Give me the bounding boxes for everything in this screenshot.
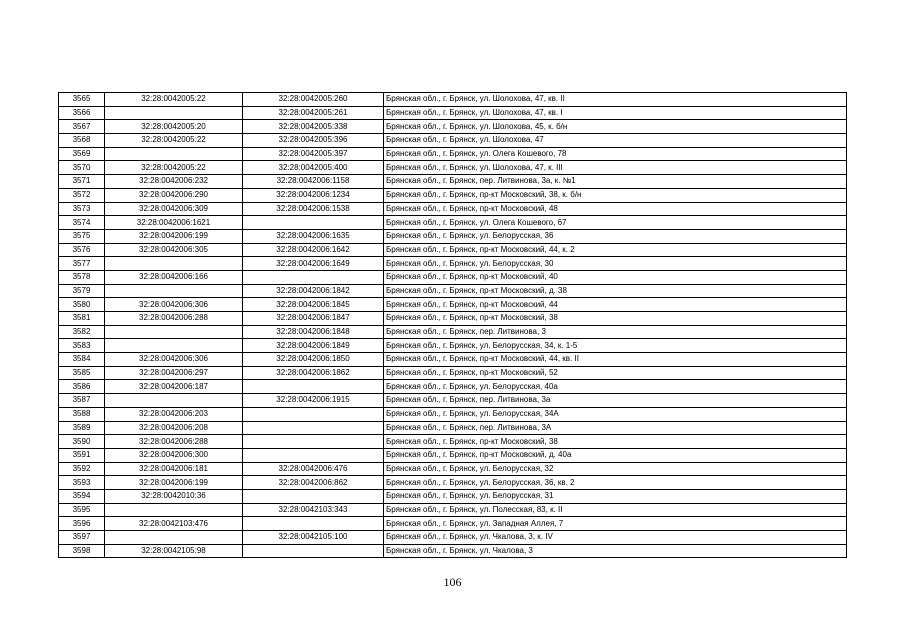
- table-row: [59, 134, 847, 148]
- building-cadastral-number-cell: [243, 489, 384, 503]
- row-number-cell: 3578: [59, 270, 105, 284]
- row-number-cell: 3584: [59, 353, 105, 367]
- address-cell: Брянская обл., г. Брянск, пер. Литвинова, 3А: [384, 421, 847, 435]
- building-cadastral-number-cell: 32:28:0042005:260: [243, 93, 384, 107]
- address-cell: Брянская обл., г. Брянск, пер. Литвинова, 3а: [384, 394, 847, 408]
- building-cadastral-number-cell: 32:28:0042006:1538: [243, 202, 384, 216]
- row-number-cell: 3575: [59, 229, 105, 243]
- address-cell: Брянская обл., г. Брянск, ул. Белорусская, 36: [384, 229, 847, 243]
- building-cadastral-number-cell: 32:28:0042006:1862: [243, 366, 384, 380]
- row-number-cell: 3566: [59, 106, 105, 120]
- row-number-cell: 3587: [59, 394, 105, 408]
- cadastral-table: [58, 92, 847, 558]
- table-row: [59, 188, 847, 202]
- address-cell: Брянская обл., г. Брянск, ул. Полесская, 83, к. II: [384, 503, 847, 517]
- table-row: [59, 421, 847, 435]
- building-cadastral-number-cell: 32:28:0042006:1234: [243, 188, 384, 202]
- land-cadastral-number-cell: 32:28:0042006:208: [105, 421, 243, 435]
- land-cadastral-number-cell: 32:28:0042006:187: [105, 380, 243, 394]
- land-cadastral-number-cell: 32:28:0042005:22: [105, 134, 243, 148]
- building-cadastral-number-cell: [243, 407, 384, 421]
- row-number-cell: 3594: [59, 489, 105, 503]
- address-cell: Брянская обл., г. Брянск, пр-кт Московский, 38: [384, 435, 847, 449]
- address-cell: Брянская обл., г. Брянск, ул. Белорусская, 36, кв. 2: [384, 476, 847, 490]
- table-row: [59, 517, 847, 531]
- building-cadastral-number-cell: 32:28:0042006:1635: [243, 229, 384, 243]
- table-row: [59, 489, 847, 503]
- land-cadastral-number-cell: 32:28:0042006:199: [105, 476, 243, 490]
- land-cadastral-number-cell: 32:28:0042006:232: [105, 175, 243, 189]
- address-cell: Брянская обл., г. Брянск, пр-кт Московский, д. 40а: [384, 448, 847, 462]
- address-cell: Брянская обл., г. Брянск, ул. Шолохова, 47, к. III: [384, 161, 847, 175]
- row-number-cell: 3572: [59, 188, 105, 202]
- address-cell: Брянская обл., г. Брянск, ул. Белорусская, 30: [384, 257, 847, 271]
- row-number-cell: 3574: [59, 216, 105, 230]
- table-row: [59, 380, 847, 394]
- land-cadastral-number-cell: 32:28:0042006:181: [105, 462, 243, 476]
- table-row: [59, 462, 847, 476]
- building-cadastral-number-cell: 32:28:0042103:343: [243, 503, 384, 517]
- building-cadastral-number-cell: 32:28:0042006:862: [243, 476, 384, 490]
- building-cadastral-number-cell: 32:28:0042006:476: [243, 462, 384, 476]
- building-cadastral-number-cell: 32:28:0042006:1845: [243, 298, 384, 312]
- building-cadastral-number-cell: 32:28:0042005:396: [243, 134, 384, 148]
- land-cadastral-number-cell: [105, 106, 243, 120]
- address-cell: Брянская обл., г. Брянск, ул. Белорусская, 32: [384, 462, 847, 476]
- address-cell: Брянская обл., г. Брянск, ул. Шолохова, 45, к. б/н: [384, 120, 847, 134]
- land-cadastral-number-cell: 32:28:0042006:203: [105, 407, 243, 421]
- building-cadastral-number-cell: [243, 435, 384, 449]
- address-cell: Брянская обл., г. Брянск, пр-кт Московский, 38: [384, 312, 847, 326]
- land-cadastral-number-cell: 32:28:0042010:36: [105, 489, 243, 503]
- land-cadastral-number-cell: 32:28:0042006:305: [105, 243, 243, 257]
- building-cadastral-number-cell: [243, 270, 384, 284]
- building-cadastral-number-cell: [243, 216, 384, 230]
- table-row: [59, 229, 847, 243]
- land-cadastral-number-cell: [105, 339, 243, 353]
- row-number-cell: 3593: [59, 476, 105, 490]
- land-cadastral-number-cell: [105, 503, 243, 517]
- row-number-cell: 3565: [59, 93, 105, 107]
- building-cadastral-number-cell: 32:28:0042005:397: [243, 147, 384, 161]
- page-number: 106: [443, 575, 462, 589]
- address-cell: Брянская обл., г. Брянск, пр-кт Московский, 52: [384, 366, 847, 380]
- address-cell: Брянская обл., г. Брянск, пр-кт Московский, 44, кв. II: [384, 353, 847, 367]
- row-number-cell: 3577: [59, 257, 105, 271]
- land-cadastral-number-cell: 32:28:0042006:1621: [105, 216, 243, 230]
- building-cadastral-number-cell: 32:28:0042006:1842: [243, 284, 384, 298]
- building-cadastral-number-cell: 32:28:0042005:338: [243, 120, 384, 134]
- row-number-cell: 3595: [59, 503, 105, 517]
- address-cell: Брянская обл., г. Брянск, ул. Белорусская, 31: [384, 489, 847, 503]
- table-body: [59, 93, 847, 558]
- table-row: [59, 407, 847, 421]
- table-row: [59, 476, 847, 490]
- address-cell: Брянская обл., г. Брянск, пр-кт Московский, д. 38: [384, 284, 847, 298]
- land-cadastral-number-cell: 32:28:0042103:476: [105, 517, 243, 531]
- table-row: [59, 312, 847, 326]
- building-cadastral-number-cell: [243, 448, 384, 462]
- land-cadastral-number-cell: 32:28:0042006:290: [105, 188, 243, 202]
- building-cadastral-number-cell: 32:28:0042005:261: [243, 106, 384, 120]
- building-cadastral-number-cell: 32:28:0042006:1649: [243, 257, 384, 271]
- table-row: [59, 531, 847, 545]
- table-row: [59, 202, 847, 216]
- building-cadastral-number-cell: [243, 421, 384, 435]
- land-cadastral-number-cell: 32:28:0042006:199: [105, 229, 243, 243]
- table-row: [59, 339, 847, 353]
- row-number-cell: 3597: [59, 531, 105, 545]
- land-cadastral-number-cell: 32:28:0042006:166: [105, 270, 243, 284]
- table-row: [59, 284, 847, 298]
- land-cadastral-number-cell: 32:28:0042006:297: [105, 366, 243, 380]
- row-number-cell: 3588: [59, 407, 105, 421]
- building-cadastral-number-cell: 32:28:0042006:1915: [243, 394, 384, 408]
- land-cadastral-number-cell: [105, 257, 243, 271]
- table-row: [59, 270, 847, 284]
- building-cadastral-number-cell: 32:28:0042006:1847: [243, 312, 384, 326]
- land-cadastral-number-cell: 32:28:0042006:306: [105, 353, 243, 367]
- row-number-cell: 3579: [59, 284, 105, 298]
- table-row: [59, 448, 847, 462]
- table-row: [59, 353, 847, 367]
- row-number-cell: 3571: [59, 175, 105, 189]
- row-number-cell: 3570: [59, 161, 105, 175]
- land-cadastral-number-cell: 32:28:0042005:20: [105, 120, 243, 134]
- table-row: [59, 161, 847, 175]
- row-number-cell: 3590: [59, 435, 105, 449]
- building-cadastral-number-cell: 32:28:0042006:1848: [243, 325, 384, 339]
- address-cell: Брянская обл., г. Брянск, ул. Шолохова, 47, кв. I: [384, 106, 847, 120]
- building-cadastral-number-cell: 32:28:0042006:1849: [243, 339, 384, 353]
- table-row: [59, 243, 847, 257]
- address-cell: Брянская обл., г. Брянск, пр-кт Московский, 40: [384, 270, 847, 284]
- building-cadastral-number-cell: 32:28:0042005:400: [243, 161, 384, 175]
- table-row: [59, 435, 847, 449]
- land-cadastral-number-cell: 32:28:0042006:306: [105, 298, 243, 312]
- address-cell: Брянская обл., г. Брянск, ул. Чкалова, 3, к. IV: [384, 531, 847, 545]
- table-row: [59, 325, 847, 339]
- address-cell: Брянская обл., г. Брянск, пер. Литвинова, 3: [384, 325, 847, 339]
- land-cadastral-number-cell: 32:28:0042005:22: [105, 161, 243, 175]
- address-cell: Брянская обл., г. Брянск, ул. Олега Кошевого, 78: [384, 147, 847, 161]
- table-row: [59, 366, 847, 380]
- table-row: [59, 257, 847, 271]
- address-cell: Брянская обл., г. Брянск, пр-кт Московский, 38, к. б/н: [384, 188, 847, 202]
- row-number-cell: 3568: [59, 134, 105, 148]
- row-number-cell: 3573: [59, 202, 105, 216]
- land-cadastral-number-cell: 32:28:0042006:288: [105, 312, 243, 326]
- address-cell: Брянская обл., г. Брянск, пр-кт Московский, 44, к. 2: [384, 243, 847, 257]
- table-row: [59, 216, 847, 230]
- land-cadastral-number-cell: 32:28:0042006:300: [105, 448, 243, 462]
- table-row: [59, 93, 847, 107]
- address-cell: Брянская обл., г. Брянск, пер. Литвинова, 3а, к. №1: [384, 175, 847, 189]
- address-cell: Брянская обл., г. Брянск, пр-кт Московский, 48: [384, 202, 847, 216]
- building-cadastral-number-cell: 32:28:0042006:1158: [243, 175, 384, 189]
- address-cell: Брянская обл., г. Брянск, ул. Шолохова, 47: [384, 134, 847, 148]
- row-number-cell: 3598: [59, 544, 105, 558]
- row-number-cell: 3596: [59, 517, 105, 531]
- row-number-cell: 3591: [59, 448, 105, 462]
- row-number-cell: 3582: [59, 325, 105, 339]
- address-cell: Брянская обл., г. Брянск, ул. Шолохова, 47, кв. II: [384, 93, 847, 107]
- address-cell: Брянская обл., г. Брянск, пр-кт Московский, 44: [384, 298, 847, 312]
- address-cell: Брянская обл., г. Брянск, ул. Западная Аллея, 7: [384, 517, 847, 531]
- row-number-cell: 3569: [59, 147, 105, 161]
- row-number-cell: 3592: [59, 462, 105, 476]
- row-number-cell: 3567: [59, 120, 105, 134]
- table-row: [59, 120, 847, 134]
- table-row: [59, 175, 847, 189]
- row-number-cell: 3580: [59, 298, 105, 312]
- row-number-cell: 3583: [59, 339, 105, 353]
- table-row: [59, 298, 847, 312]
- building-cadastral-number-cell: [243, 517, 384, 531]
- row-number-cell: 3581: [59, 312, 105, 326]
- land-cadastral-number-cell: 32:28:0042005:22: [105, 93, 243, 107]
- row-number-cell: 3586: [59, 380, 105, 394]
- building-cadastral-number-cell: 32:28:0042105:100: [243, 531, 384, 545]
- land-cadastral-number-cell: 32:28:0042105:98: [105, 544, 243, 558]
- table-row: [59, 544, 847, 558]
- land-cadastral-number-cell: [105, 394, 243, 408]
- land-cadastral-number-cell: 32:28:0042006:288: [105, 435, 243, 449]
- building-cadastral-number-cell: 32:28:0042006:1642: [243, 243, 384, 257]
- table-row: [59, 394, 847, 408]
- land-cadastral-number-cell: 32:28:0042006:309: [105, 202, 243, 216]
- address-cell: Брянская обл., г. Брянск, ул. Белорусская, 34, к. 1-5: [384, 339, 847, 353]
- row-number-cell: 3589: [59, 421, 105, 435]
- address-cell: Брянская обл., г. Брянск, ул. Чкалова, 3: [384, 544, 847, 558]
- row-number-cell: 3576: [59, 243, 105, 257]
- land-cadastral-number-cell: [105, 325, 243, 339]
- address-cell: Брянская обл., г. Брянск, ул. Олега Кошевого, 67: [384, 216, 847, 230]
- building-cadastral-number-cell: [243, 544, 384, 558]
- table-row: [59, 147, 847, 161]
- land-cadastral-number-cell: [105, 284, 243, 298]
- land-cadastral-number-cell: [105, 531, 243, 545]
- table-row: [59, 503, 847, 517]
- address-cell: Брянская обл., г. Брянск, ул. Белорусская, 40а: [384, 380, 847, 394]
- table-row: [59, 106, 847, 120]
- address-cell: Брянская обл., г. Брянск, ул. Белорусская, 34А: [384, 407, 847, 421]
- building-cadastral-number-cell: 32:28:0042006:1850: [243, 353, 384, 367]
- row-number-cell: 3585: [59, 366, 105, 380]
- land-cadastral-number-cell: [105, 147, 243, 161]
- building-cadastral-number-cell: [243, 380, 384, 394]
